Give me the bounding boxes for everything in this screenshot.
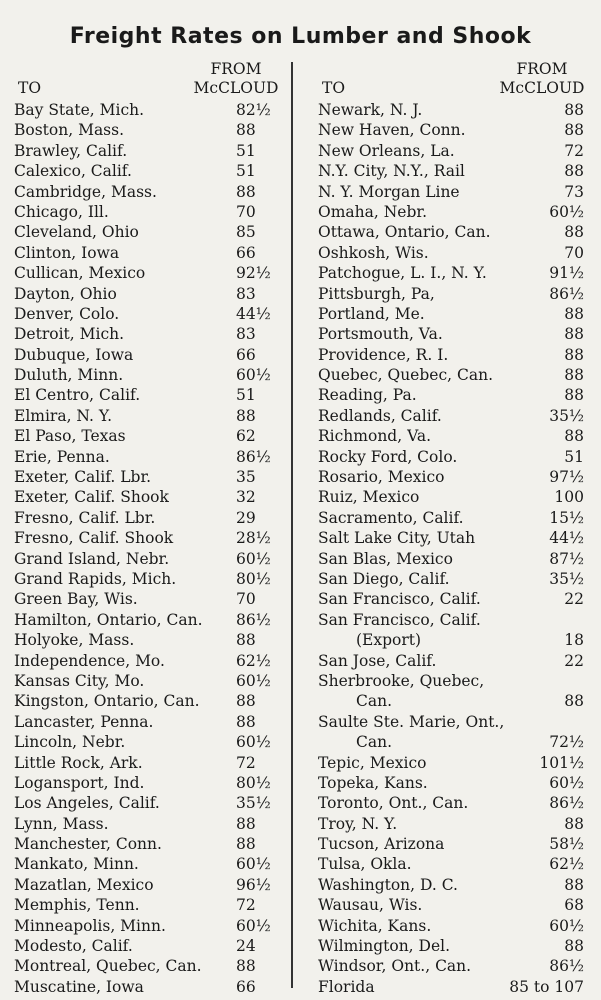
rate-row <box>318 345 590 365</box>
rate-value: 72 <box>564 141 584 160</box>
destination: Can. <box>356 692 393 711</box>
rate-value: 60½ <box>236 549 271 568</box>
destination: Pittsburgh, Pa, <box>318 284 435 303</box>
destination: Montreal, Quebec, Can. <box>14 957 202 976</box>
rate-value: 51 <box>236 162 256 181</box>
rate-row <box>318 385 590 405</box>
rate-row <box>14 243 284 263</box>
rate-row <box>318 406 590 426</box>
rate-row <box>14 120 284 140</box>
rate-value: 22 <box>564 651 584 670</box>
destination: Fresno, Calif. Shook <box>14 529 174 548</box>
destination: Fresno, Calif. Lbr. <box>14 508 156 527</box>
rate-value: 88 <box>564 121 584 140</box>
destination: San Diego, Calif. <box>318 569 450 588</box>
destination: Quebec, Quebec, Can. <box>318 366 493 385</box>
destination: Omaha, Nebr. <box>318 202 428 221</box>
rate-value: 68 <box>564 896 584 915</box>
rate-value: 88 <box>564 937 584 956</box>
rate-value: 62½ <box>236 651 271 670</box>
rate-row <box>318 243 590 263</box>
destination: Erie, Penna. <box>14 447 110 466</box>
rate-row <box>14 426 284 446</box>
rate-value: 88 <box>564 101 584 119</box>
destination: Detroit, Mich. <box>14 325 125 344</box>
destination: Logansport, Ind. <box>14 773 145 792</box>
destination: Portland, Me. <box>318 304 425 323</box>
rate-row <box>14 977 284 997</box>
destination: Chicago, Ill. <box>14 202 109 221</box>
rate-value: 51 <box>236 386 256 405</box>
rate-row <box>318 977 590 997</box>
destination: Los Angeles, Calif. <box>14 794 160 813</box>
rate-value: 51 <box>236 141 256 160</box>
right-rate-list <box>318 100 590 997</box>
destination: Ruiz, Mexico <box>318 488 420 507</box>
destination: Mankato, Minn. <box>14 855 139 874</box>
rate-row <box>14 304 284 324</box>
rate-row <box>14 263 284 283</box>
left-column-header <box>14 60 284 100</box>
rate-value: 88 <box>564 875 584 894</box>
destination: Little Rock, Ark. <box>14 753 143 772</box>
rate-value: 15½ <box>549 508 584 527</box>
rate-value: 88 <box>564 427 584 446</box>
rate-row <box>14 691 284 711</box>
destination: Washington, D. C. <box>318 875 458 894</box>
rate-row <box>318 773 590 793</box>
rate-value: 88 <box>564 814 584 833</box>
destination: Lynn, Mass. <box>14 814 109 833</box>
destination: Duluth, Minn. <box>14 366 124 385</box>
rate-row <box>318 508 590 528</box>
rate-value: 60½ <box>236 733 271 752</box>
rate-value: 88 <box>564 692 584 711</box>
destination: Cullican, Mexico <box>14 264 146 283</box>
rate-value: 70 <box>236 590 256 609</box>
rate-row <box>14 324 284 344</box>
destination: Sherbrooke, Quebec, <box>318 671 485 690</box>
rate-value: 35½ <box>549 406 584 425</box>
rate-value: 73 <box>564 182 584 201</box>
destination: San Francisco, Calif. <box>318 610 481 629</box>
destination: Cambridge, Mass. <box>14 182 157 201</box>
rate-row <box>14 406 284 426</box>
rate-value: 60½ <box>549 773 584 792</box>
rate-value: 70 <box>236 202 256 221</box>
rate-value: 96½ <box>236 875 271 894</box>
destination: Saulte Ste. Marie, Ont., <box>318 712 505 731</box>
destination: Tucson, Arizona <box>318 835 445 854</box>
rate-value: 80½ <box>236 569 271 588</box>
rate-row <box>318 936 590 956</box>
rate-value: 32 <box>236 488 256 507</box>
rate-row <box>14 753 284 773</box>
destination: Green Bay, Wis. <box>14 590 138 609</box>
rate-row <box>318 161 590 181</box>
rate-value: 88 <box>564 162 584 181</box>
destination: Muscatine, Iowa <box>14 977 144 996</box>
destination: Independence, Mo. <box>14 651 165 670</box>
destination: Florida <box>318 977 375 996</box>
rate-row <box>14 284 284 304</box>
rate-row <box>14 182 284 202</box>
rate-row <box>14 610 284 630</box>
rate-value: 86½ <box>236 610 271 629</box>
destination: New Haven, Conn. <box>318 121 466 140</box>
rate-value: 44½ <box>549 529 584 548</box>
rate-row <box>318 447 590 467</box>
rate-value: 88 <box>564 345 584 364</box>
destination: Tulsa, Okla. <box>318 855 412 874</box>
rate-row <box>318 834 590 854</box>
rate-value: 88 <box>564 325 584 344</box>
rate-row <box>14 202 284 222</box>
rate-value: 88 <box>564 223 584 242</box>
destination: Salt Lake City, Utah <box>318 529 476 548</box>
destination: Dayton, Ohio <box>14 284 117 303</box>
rate-value: 86½ <box>549 284 584 303</box>
destination: Troy, N. Y. <box>318 814 398 833</box>
rate-row <box>318 324 590 344</box>
destination: San Blas, Mexico <box>318 549 453 568</box>
rate-value: 92½ <box>236 264 271 283</box>
rate-row <box>14 854 284 874</box>
destination: Kingston, Ontario, Can. <box>14 692 200 711</box>
rate-row <box>14 875 284 895</box>
rate-value: 88 <box>236 692 256 711</box>
rate-row <box>318 426 590 446</box>
rate-row <box>318 712 590 732</box>
destination: Wausau, Wis. <box>318 896 423 915</box>
rate-value: 86½ <box>236 447 271 466</box>
rate-row <box>318 671 590 691</box>
destination: Grand Rapids, Mich. <box>14 569 177 588</box>
destination: New Orleans, La. <box>318 141 455 160</box>
destination: Dubuque, Iowa <box>14 345 134 364</box>
rate-value: 60½ <box>549 202 584 221</box>
rate-value: 88 <box>236 121 256 140</box>
destination: Minneapolis, Minn. <box>14 916 166 935</box>
rate-value: 100 <box>554 488 584 507</box>
destination: Kansas City, Mo. <box>14 671 145 690</box>
rate-value: 35 <box>236 468 256 487</box>
rate-value: 60½ <box>236 366 271 385</box>
rate-value: 22 <box>564 590 584 609</box>
destination: Boston, Mass. <box>14 121 125 140</box>
destination: San Francisco, Calif. <box>318 590 481 609</box>
rate-row <box>318 916 590 936</box>
rate-value: 88 <box>236 631 256 650</box>
rate-row <box>318 610 590 630</box>
destination: Ottawa, Ontario, Can. <box>318 223 491 242</box>
rate-value: 88 <box>236 182 256 201</box>
rate-row <box>14 732 284 752</box>
rate-row <box>14 936 284 956</box>
rate-row <box>14 630 284 650</box>
rate-value: 28½ <box>236 529 271 548</box>
destination: San Jose, Calif. <box>318 651 437 670</box>
destination: Brawley, Calif. <box>14 141 128 160</box>
rate-row <box>14 895 284 915</box>
rate-value: 60½ <box>236 916 271 935</box>
rate-row <box>14 773 284 793</box>
destination: Windsor, Ont., Can. <box>318 957 472 976</box>
to-label: TO <box>18 79 42 97</box>
page-title: Freight Rates on Lumber and Shook <box>69 24 532 49</box>
destination: Hamilton, Ontario, Can. <box>14 610 203 629</box>
rate-row <box>318 793 590 813</box>
destination: El Paso, Texas <box>14 427 126 446</box>
rate-value: 85 to 107 <box>509 977 584 996</box>
rate-value: 60½ <box>236 671 271 690</box>
rate-row <box>14 385 284 405</box>
destination: Tepic, Mexico <box>318 753 427 772</box>
rate-row <box>318 304 590 324</box>
rate-row <box>318 569 590 589</box>
destination: Portsmouth, Va. <box>318 325 443 344</box>
destination: Memphis, Tenn. <box>14 896 140 915</box>
rate-value: 66 <box>236 345 256 364</box>
rate-value: 60½ <box>549 916 584 935</box>
rate-value: 29 <box>236 508 256 527</box>
rate-value: 87½ <box>549 549 584 568</box>
destination: Denver, Colo. <box>14 304 120 323</box>
destination: Sacramento, Calif. <box>318 508 464 527</box>
rate-row <box>14 814 284 834</box>
rate-value: 88 <box>564 386 584 405</box>
destination: (Export) <box>356 631 422 650</box>
rate-row <box>14 487 284 507</box>
rate-value: 97½ <box>549 468 584 487</box>
rate-row <box>14 528 284 548</box>
left-column <box>14 60 284 997</box>
rate-row <box>318 263 590 283</box>
rate-value: 82½ <box>236 101 271 119</box>
rate-value: 72 <box>236 896 256 915</box>
destination: Rocky Ford, Colo. <box>318 447 458 466</box>
destination: Redlands, Calif. <box>318 406 442 425</box>
rate-value: 85 <box>236 223 256 242</box>
rate-row <box>318 630 590 650</box>
from-label: FROM <box>516 60 568 78</box>
rate-row <box>318 365 590 385</box>
rate-row <box>318 141 590 161</box>
destination: Oshkosh, Wis. <box>318 243 429 262</box>
destination: Wilmington, Del. <box>318 937 451 956</box>
destination: Rosario, Mexico <box>318 468 445 487</box>
rate-value: 35½ <box>236 794 271 813</box>
destination: Exeter, Calif. Shook <box>14 488 169 507</box>
rate-value: 60½ <box>236 855 271 874</box>
rate-row <box>318 875 590 895</box>
rate-value: 66 <box>236 243 256 262</box>
rate-row <box>318 895 590 915</box>
rate-value: 66 <box>236 977 256 996</box>
rate-row <box>318 487 590 507</box>
rate-row <box>14 569 284 589</box>
rate-row <box>14 508 284 528</box>
destination: Newark, N. J. <box>318 101 423 119</box>
rate-value: 101½ <box>539 753 584 772</box>
rate-row <box>318 467 590 487</box>
destination: N.Y. City, N.Y., Rail <box>318 162 465 181</box>
destination: Reading, Pa. <box>318 386 417 405</box>
rate-row <box>318 651 590 671</box>
rate-value: 86½ <box>549 794 584 813</box>
rate-value: 70 <box>564 243 584 262</box>
rate-row <box>14 467 284 487</box>
mccloud-label: McCLOUD <box>499 79 585 97</box>
rate-row <box>318 589 590 609</box>
mccloud-label: McCLOUD <box>193 79 279 97</box>
left-rate-list <box>14 100 284 997</box>
destination: Mazatlan, Mexico <box>14 875 154 894</box>
destination: N. Y. Morgan Line <box>318 182 460 201</box>
rate-row <box>14 834 284 854</box>
rate-value: 91½ <box>549 264 584 283</box>
rate-row <box>14 712 284 732</box>
rate-row <box>14 222 284 242</box>
rate-value: 88 <box>236 835 256 854</box>
rate-value: 44½ <box>236 304 271 323</box>
destination: Providence, R. I. <box>318 345 449 364</box>
rate-value: 88 <box>236 406 256 425</box>
destination: Clinton, Iowa <box>14 243 120 262</box>
destination: El Centro, Calif. <box>14 386 141 405</box>
destination: Topeka, Kans. <box>318 773 428 792</box>
destination: Toronto, Ont., Can. <box>318 794 469 813</box>
rate-row <box>14 671 284 691</box>
rate-row <box>14 365 284 385</box>
rate-value: 72 <box>236 753 256 772</box>
rate-value: 72½ <box>549 733 584 752</box>
rate-row <box>318 549 590 569</box>
right-column-header <box>318 60 590 100</box>
rate-value: 62½ <box>549 855 584 874</box>
rate-value: 83 <box>236 325 256 344</box>
rate-value: 80½ <box>236 773 271 792</box>
rate-value: 62 <box>236 427 256 446</box>
rate-row <box>318 854 590 874</box>
right-column <box>318 60 590 997</box>
rate-row <box>14 447 284 467</box>
rate-row <box>14 141 284 161</box>
destination: Wichita, Kans. <box>318 916 432 935</box>
destination: Elmira, N. Y. <box>14 406 113 425</box>
rate-value: 83 <box>236 284 256 303</box>
rate-value: 58½ <box>549 835 584 854</box>
destination: Calexico, Calif. <box>14 162 132 181</box>
to-label: TO <box>322 79 346 97</box>
destination: Cleveland, Ohio <box>14 223 139 242</box>
destination: Can. <box>356 733 393 752</box>
rate-row <box>318 182 590 202</box>
rate-row <box>14 793 284 813</box>
rate-row <box>14 549 284 569</box>
destination: Holyoke, Mass. <box>14 631 135 650</box>
rate-row <box>14 651 284 671</box>
rate-value: 18 <box>564 631 584 650</box>
destination: Modesto, Calif. <box>14 937 133 956</box>
rate-row <box>318 284 590 304</box>
rate-value: 51 <box>564 447 584 466</box>
rate-value: 86½ <box>549 957 584 976</box>
rate-row <box>14 916 284 936</box>
rate-row <box>318 120 590 140</box>
rate-row <box>318 691 590 711</box>
column-divider <box>291 62 293 988</box>
rate-value: 88 <box>564 304 584 323</box>
destination: Richmond, Va. <box>318 427 432 446</box>
destination: Exeter, Calif. Lbr. <box>14 468 152 487</box>
rate-row <box>318 753 590 773</box>
rate-value: 88 <box>564 366 584 385</box>
rate-row <box>14 345 284 365</box>
rate-value: 88 <box>236 957 256 976</box>
rate-value: 88 <box>236 712 256 731</box>
destination: Lincoln, Nebr. <box>14 733 126 752</box>
rate-value: 24 <box>236 937 256 956</box>
destination: Manchester, Conn. <box>14 835 162 854</box>
rate-value: 35½ <box>549 569 584 588</box>
destination: Grand Island, Nebr. <box>14 549 170 568</box>
rate-row <box>14 100 284 120</box>
rate-row <box>14 161 284 181</box>
rate-row <box>318 222 590 242</box>
destination: Bay State, Mich. <box>14 101 145 119</box>
rate-row <box>318 202 590 222</box>
rate-value: 88 <box>236 814 256 833</box>
destination: Lancaster, Penna. <box>14 712 154 731</box>
destination: Patchogue, L. I., N. Y. <box>318 264 487 283</box>
rate-row <box>14 589 284 609</box>
rate-row <box>318 528 590 548</box>
from-label: FROM <box>210 60 262 78</box>
rate-row <box>318 732 590 752</box>
rate-row <box>318 956 590 976</box>
rate-row <box>318 814 590 834</box>
rate-row <box>318 100 590 120</box>
rate-row <box>14 956 284 976</box>
